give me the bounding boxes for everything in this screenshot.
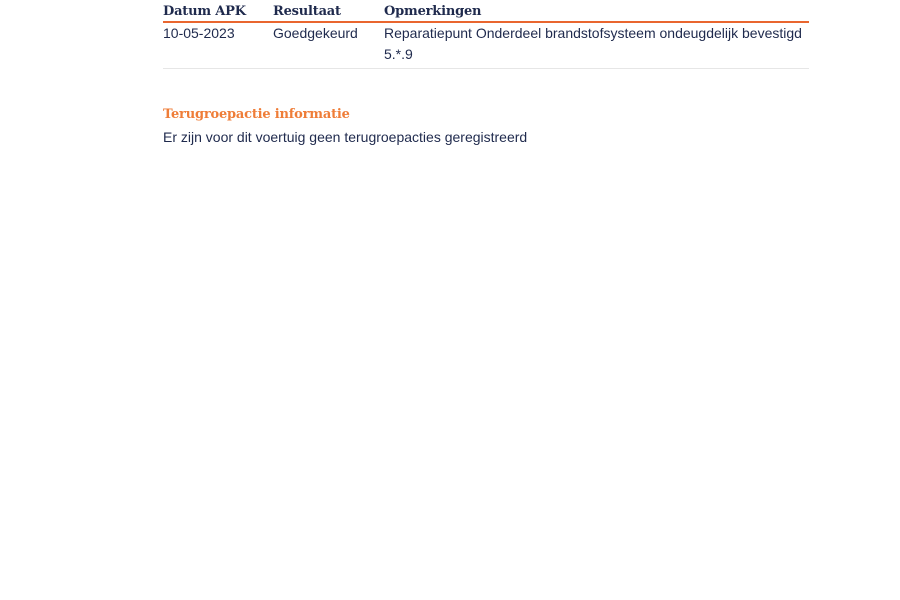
table-row (163, 22, 809, 69)
apk-history-table (163, 0, 809, 69)
recall-section-title: Terugroepactie informatie (163, 107, 350, 122)
recall-section-text: Er zijn voor dit voertuig geen terugroepacties geregistreerd (163, 129, 528, 145)
apk-date-cell: 10-05-2023 (163, 22, 273, 69)
recall-info-section (163, 105, 809, 146)
apk-remarks-cell: Reparatiepunt Onderdeel brandstofsysteem ondeugdelijk bevestigd 5.*.9 (384, 22, 809, 69)
table-header-row (163, 0, 809, 22)
column-header-date: Datum APK (163, 0, 273, 22)
column-header-remarks: Opmerkingen (384, 0, 809, 22)
apk-result-cell: Goedgekeurd (273, 22, 384, 69)
column-header-result: Resultaat (273, 0, 384, 22)
